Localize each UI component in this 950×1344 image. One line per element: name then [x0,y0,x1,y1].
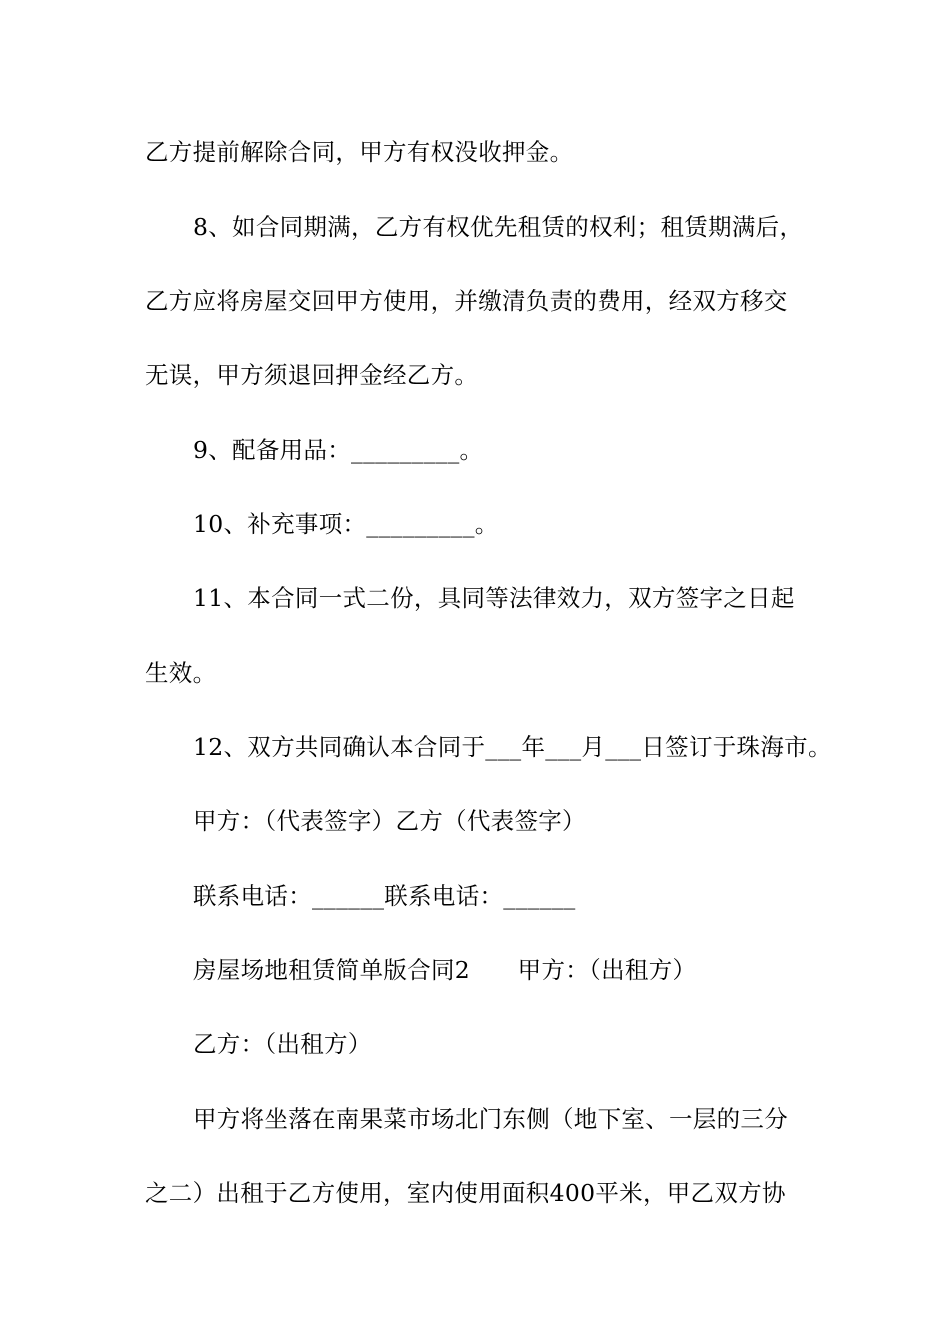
text-line: 10、补充事项：_________。 [193,510,499,538]
text-line: 乙方提前解除合同，甲方有权没收押金。 [145,138,574,166]
text-line: 乙方：（出租方） [193,1030,372,1058]
text-line: 12、双方共同确认本合同于___年___月___日签订于珠海市。 [193,733,832,761]
text-line: 生效。 [145,659,217,687]
text-line: 11、本合同一式二份，具同等法律效力，双方签字之日起 [193,584,795,612]
text-line: 甲方将坐落在南果菜市场北门东侧（地下室、一层的三分 [193,1105,788,1133]
text-line: 房屋场地租赁简单版合同2 甲方：（出租方） [193,956,697,984]
text-line: 乙方应将房屋交回甲方使用，并缴清负责的费用，经双方移交 [145,287,788,315]
text-line: 联系电话：______联系电话：______ [193,882,576,910]
text-line: 9、配备用品：_________。 [193,436,484,464]
text-line: 无误，甲方须退回押金经乙方。 [145,361,479,389]
text-line: 8、如合同期满，乙方有权优先租赁的权利；租赁期满后， [193,213,804,241]
text-line: 之二）出租于乙方使用，室内使用面积400平米，甲乙双方协 [145,1179,786,1207]
text-line: 甲方：（代表签字）乙方（代表签字） [193,807,586,835]
